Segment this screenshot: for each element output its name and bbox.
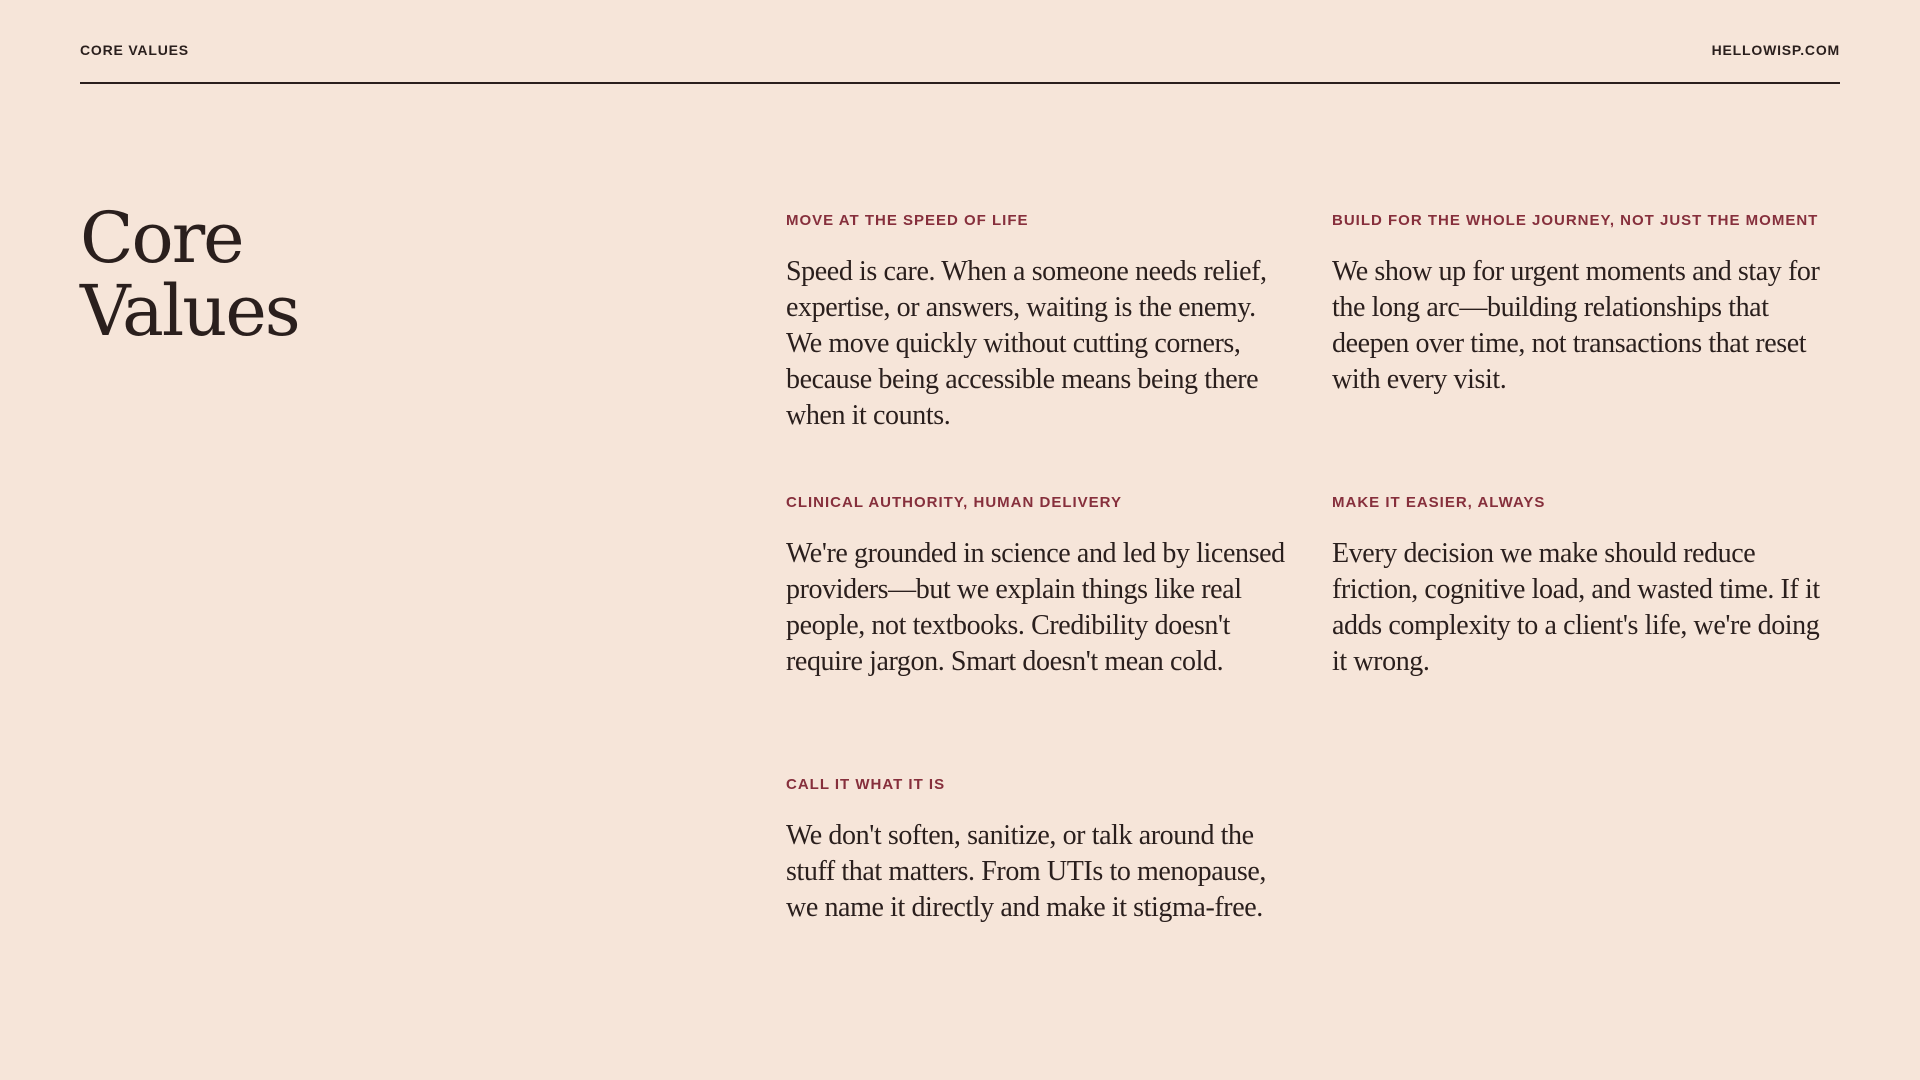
value-block-call-it: [786, 776, 1286, 926]
value-block-clinical: [786, 494, 1286, 680]
value-body: We show up for urgent moments and stay for the long arc—building relationships that deepen over time, not transactions that reset with every visit.: [1332, 256, 1820, 395]
value-body: We're grounded in science and led by licensed providers—but we explain things like real people, not textbooks. Credibility doesn't require jargon. Smart doesn't mean cold.: [786, 538, 1285, 677]
value-body: Every decision we make should reduce friction, cognitive load, and wasted time. If it adds complexity to a client's life, we're doing it wrong.: [1332, 538, 1820, 677]
page-title-line-2: Values: [80, 270, 299, 352]
value-heading: CLINICAL AUTHORITY, HUMAN DELIVERY: [786, 494, 1122, 511]
value-block-easier: [1332, 494, 1832, 680]
value-heading: CALL IT WHAT IT IS: [786, 776, 946, 793]
header-section-label: CORE VALUES: [80, 42, 189, 58]
value-block-journey: [1332, 212, 1832, 398]
value-heading: BUILD FOR THE WHOLE JOURNEY, NOT JUST THE MOMENT: [1332, 212, 1819, 229]
value-heading: MOVE AT THE SPEED OF LIFE: [786, 212, 1029, 229]
value-body: We don't soften, sanitize, or talk around the stuff that matters. From UTIs to menopause, we name it directly and make it stigma-free.: [786, 820, 1266, 923]
value-heading: MAKE IT EASIER, ALWAYS: [1332, 494, 1546, 511]
value-body: Speed is care. When a someone needs relief, expertise, or answers, waiting is the enemy. We move quickly without cutting corners, because being accessible means being there when it counts.: [786, 256, 1267, 431]
header-site-url: HELLOWISP.COM: [1711, 42, 1840, 58]
page-header: [80, 40, 1840, 84]
value-block-speed: [786, 212, 1286, 434]
page-title-line-1: Core: [80, 197, 243, 279]
page-title: [80, 197, 299, 352]
